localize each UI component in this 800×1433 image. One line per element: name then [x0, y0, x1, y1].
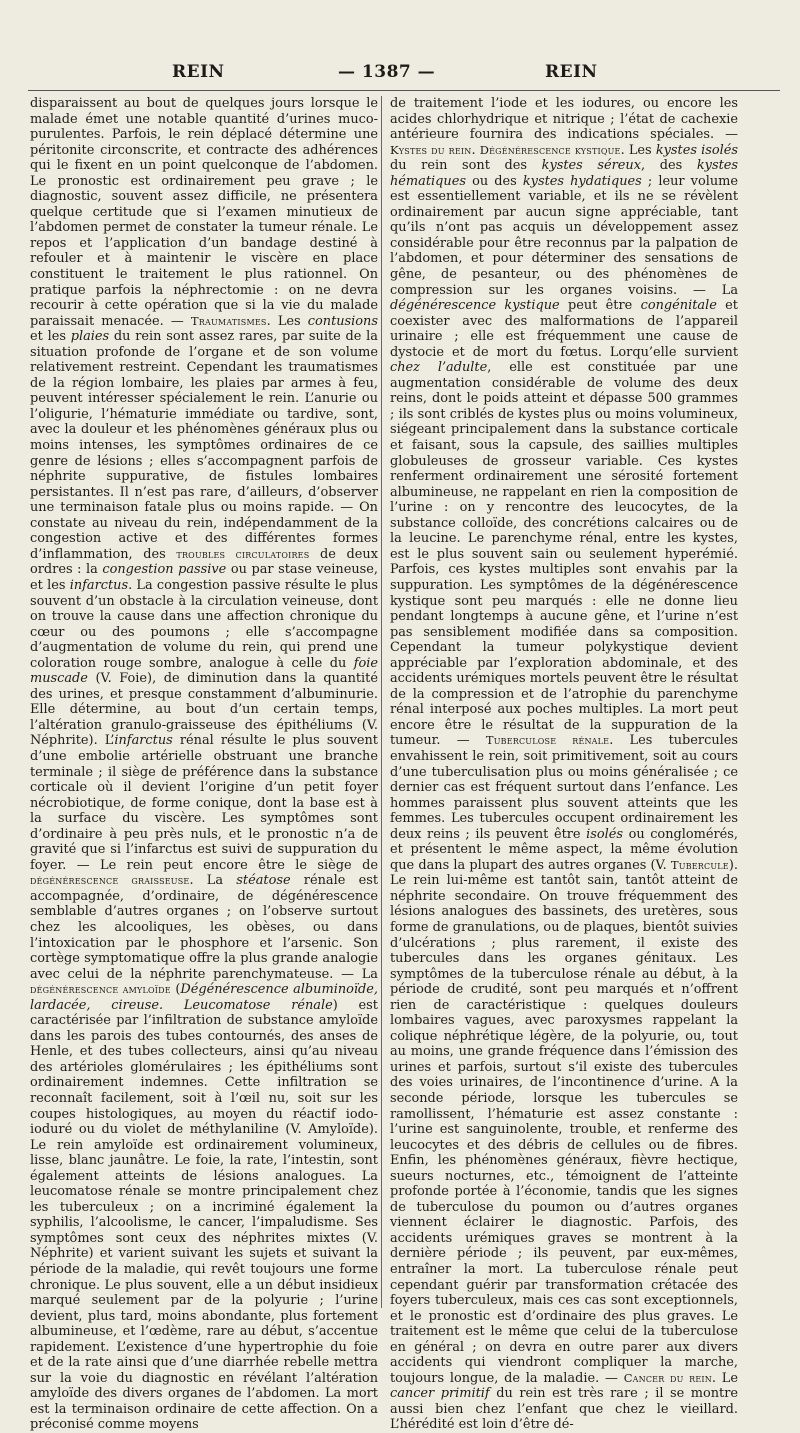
- section-heading-troubles-circulatoires: troubles circulatoires: [176, 546, 310, 561]
- section-heading-degenerescence-amyloide: dégénérescence amyloïde: [30, 982, 171, 997]
- section-heading-kystes: Kystes du rein: [390, 142, 472, 157]
- page-number: — 1387 —: [338, 62, 436, 82]
- section-heading-cancer: Cancer du rein: [623, 1370, 712, 1385]
- right-column-text: de traitement l’iode et les iodures, ou encore les acides chlorhydrique et nitrique ; l’état de cachexie antérieure fournira des indications spéciales. — Kystes du rein. Dégénérescence kystique. Les kystes isolés du rein sont des kystes séreux, des kystes hématiques ou des kystes hydatiques ; leur volume est essentiellement variable, et ils ne se révèlent ordinairement par aucun signe appréciable, tant qu’ils n’ont pas acquis un développement assez considérable pour être reconnus par la palpation de l’abdomen, et pour déterminer des sensations de gêne, de pesanteur, ou des phénomènes de compression sur les organes voisins. — La dégénérescence kystique peut être congénitale et coexister avec des malformations de l’appareil urinaire ; elle est fréquemment une cause de dystocie et de mort du fœtus. Lorqu’elle survient chez l’adulte, elle est constituée par une augmentation considérable de volume des deux reins, dont le poids atteint et dépasse 500 grammes ; ils sont criblés de kystes plus ou moins volumineux, siégeant principalement dans la substance corticale et faisant, sous la capsule, des saillies multiples globuleuses de grosseur variable. Ces kystes renferment ordinairement une sérosité fortement albumineuse, ne rappelant en rien la composition de l’urine : on y rencontre des leucocytes, de la substance colloïde, des concrétions calcaires ou de la leucine. Le parenchyme rénal, entre les kystes, est le plus souvent sain ou seulement hyperémié. Parfois, ces kystes multiples sont envahis par la suppuration. Les symptômes de la dégénérescence kystique sont peu marqués : elle ne donne lieu pendant longtemps à aucune gêne, et l’urine n’est pas sensiblement modifiée dans sa composition. Cependant la tumeur polykystique devient appréciable par l’exploration abdominale, et des accidents urémiques mortels peuvent être le résultat de la compression et de l’atrophie du parenchyme rénal interposé aux poches multiples. La mort peut encore être le résultat de la suppuration de la tumeur. — Tuberculose rénale. Les tubercules envahissent le rein, soit primitivement, soit au cours d’une tuberculisation plus ou moins généralisée ; ce dernier cas est fréquent surtout dans l’enfance. Les hommes paraissent plus souvent atteints que les femmes. Les tubercules occupent ordinairement les deux reins ; ils peuvent être isolés ou conglomérés, et présentent le même aspect, la même évolution que dans la plupart des autres organes (V. Tubercule). Le rein lui-même est tantôt sain, tantôt atteint de néphrite secondaire. On trouve fréquemment des lésions analogues des bassinets, des uretères, sous forme de granulations, ou de plaques, bientôt suivies d’ulcérations ; plus rarement, il existe des tubercules dans les organes génitaux. Les symptômes de la tuberculose rénale au début, à la période de crudité, sont peu marqués et n’offrent rien de caractéristique : quelques douleurs lombaires vagues, avec paroxysmes rappelant la colique néphrétique légère, de la polyurie, ou, tout au moins, une grande fréquence dans l’émission des urines et parfois, surtout s’il existe des tubercules des voies urinaires, de l’incontinence d’urine. A la seconde période, lorsque les tubercules se ramollissent, l’hématurie est assez constante : l’urine est sanguinolente, trouble, et renferme des leucocytes et des débris de cellules ou de fibres. Enfin, les phénomènes généraux, fièvre hectique, sueurs nocturnes, etc., témoignent de l’atteinte profonde portée à l’économie, tandis que les signes de tuberculose du poumon ou d’autres organes viennent éclairer le diagnostic. Parfois, des accidents urémiques graves se montrent à la dernière période ; ils peuvent, par eux-mêmes, entraîner la mort. La tuberculose rénale peut cependant guérir par transformation crétacée des foyers tuberculeux, mais ces cas sont exceptionnels, et le pronostic est d’ordinaire des plus graves. Le traitement est le même que celui de la tuberculose en général ; on devra en outre parer aux divers accidents qui viendront compliquer la marche, toujours longue, de la maladie. — Cancer du rein. Le cancer primitif du rein est très rare ; il se montre aussi bien chez l’enfant que chez le vieillard. L’hérédité est loin d’être dé-: [390, 96, 739, 1433]
- header-right-title: REIN: [545, 62, 598, 82]
- running-header: [0, 62, 800, 88]
- section-heading-degenerescence-kystique: Dégénérescence kystique: [479, 142, 621, 157]
- left-column-text: disparaissent au bout de quelques jours lorsque le malade émet une notable quantité d’urines muco-purulentes. Parfois, le rein déplacé détermine une péritonite circonscrite, et contracte des adhérences qui le fixent en un point quelconque de l’abdomen. Le pronostic est ordinairement peu grave ; le diagnostic, souvent assez difficile, ne présentera quelque certitude que si l’examen minutieux de l’abdomen permet de constater la tumeur rénale. Le repos et l’application d’un bandage destiné à refouler et à maintenir le viscère en place constituent le traitement le plus rationnel. On pratique parfois la néphrectomie : on ne devra recourir à cette opération que si la vie du malade paraissait menacée. — Traumatismes. Les contusions et les plaies du rein sont assez rares, par suite de la situation profonde de l’organe et de son volume relativement restreint. Cependant les traumatismes de la région lombaire, les plaies par armes à feu, peuvent intéresser spécialement le rein. L’anurie ou l’oligurie, l’hématurie immédiate ou tardive, sont, avec la douleur et les phénomènes généraux plus ou moins intenses, les symptômes ordinaires de ce genre de lésions ; elles s’accompagnent parfois de néphrite suppurative, de fistules lombaires persistantes. Il n’est pas rare, d’ailleurs, d’observer une terminaison fatale plus ou moins rapide. — On constate au niveau du rein, indépendamment de la congestion active et des différentes formes d’inflammation, des troubles circulatoires de deux ordres : la congestion passive ou par stase veineuse, et les infarctus. La congestion passive résulte le plus souvent d’un obstacle à la circulation veineuse, dont on trouve la cause dans une affection chronique du cœur ou des poumons ; elle s’accompagne d’augmentation de volume du rein, qui prend une coloration rouge sombre, analogue à celle du foie muscade (V. Foie), de diminution dans la quantité des urines, et presque constamment d’albuminurie. Elle détermine, au bout d’un certain temps, l’altération granulo-graisseuse des épithéliums (V. Néphrite). L’infarctus rénal résulte le plus souvent d’une embolie artérielle obstruant une branche terminale ; il siège de préférence dans la substance corticale où il devient l’origine d’un petit foyer nécrobiotique, de forme conique, dont la base est à la surface du viscère. Les symptômes sont d’ordinaire à peu près nuls, et le pronostic n’a de gravité que si l’infarctus est suivi de suppuration du foyer. — Le rein peut encore être le siège de dégénérescence graisseuse. La stéatose rénale est accompagnée, d’ordinaire, de dégénérescence semblable d’autres organes ; on l’observe surtout chez les alcooliques, les obèses, ou dans l’intoxication par le phosphore et l’arsenic. Son cortège symptomatique offre la plus grande analogie avec celui de la néphrite parenchymateuse. — La dégénérescence amyloïde (Dégénérescence albuminoïde, lardacée, cireuse. Leucomatose rénale) est caractérisée par l’infiltration de substance amyloïde dans les parois des tubes contournés, des anses de Henle, et des tubes collecteurs, ainsi qu’au niveau des artérioles glomérulaires ; les épithéliums sont ordinairement indemnes. Cette infiltration se reconnaît facilement, soit à l’œil nu, soit sur les coupes histologiques, au moyen du réactif iodo-ioduré ou du violet de méthylaniline (V. Amyloïde). Le rein amyloïde est ordinairement volumineux, lisse, blanc jaunâtre. Le foie, la rate, l’intestin, sont également atteints de lésions analogues. La leucomatose rénale se montre principalement chez les tuberculeux ; on a incriminé également la syphilis, l’alcoolisme, le cancer, l’impaludisme. Ses symptômes sont ceux des néphrites mixtes (V. Néphrite) et varient suivant les sujets et suivant la période de la maladie, qui revêt toujours une forme chronique. Le plus souvent, elle a un début insidieux marqué seulement par de la polyurie ; l’urine devient, plus tard, moins abondante, plus fortement albumineuse, et l’œdème, rare au début, s’accentue rapidement. L’existence d’une hypertrophie du foie et de la rate ainsi que d’une diarrhée rebelle mettra sur la voie du diagnostic en révélant l’altération amyloïde des divers organes de l’abdomen. La mort est la terminaison ordinaire de cette affection. On a préconisé comme moyens: [30, 96, 378, 1433]
- header-left-title: REIN: [172, 62, 225, 82]
- section-heading-traumatismes: Traumatismes: [190, 313, 267, 328]
- left-column: [30, 96, 378, 1433]
- cross-reference-tubercule: Tubercule: [670, 857, 729, 872]
- header-rule: [28, 90, 780, 91]
- right-column: [390, 96, 739, 1433]
- section-heading-degenerescence-graisseuse: dégénérescence graisseuse: [30, 873, 190, 888]
- column-divider: [381, 96, 382, 1308]
- section-heading-tuberculose: Tuberculose rénale: [485, 733, 610, 748]
